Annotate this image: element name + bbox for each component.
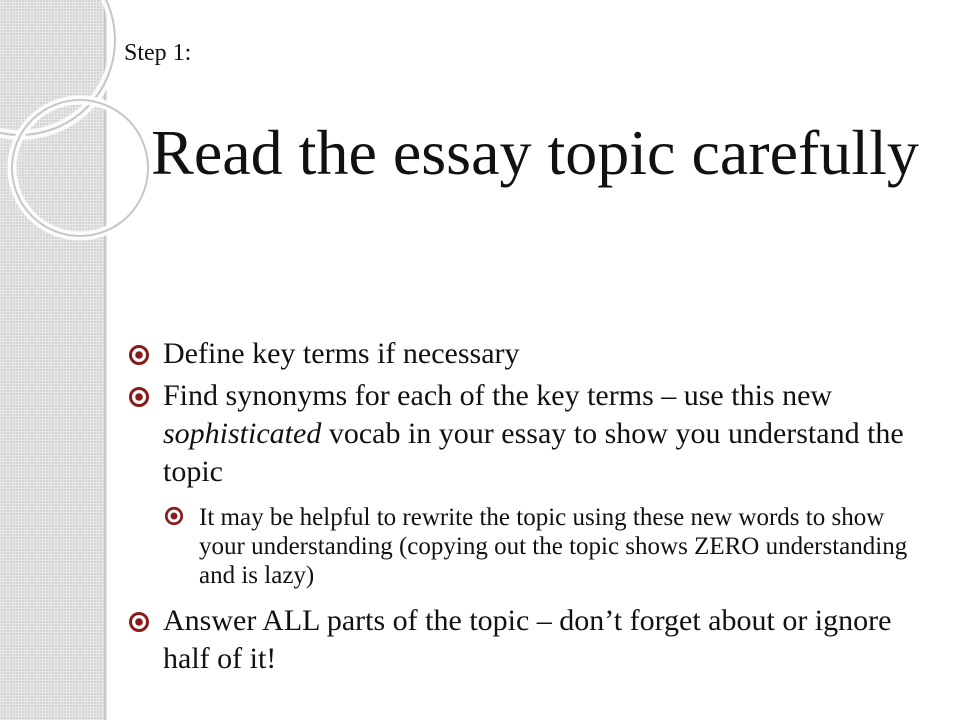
- bullet-text: Answer ALL parts of the topic – don’t forget about or ignore half of it!: [163, 604, 892, 675]
- circled-dot-icon: [128, 344, 150, 366]
- bullet-text: Define key terms if necessary: [163, 337, 520, 370]
- circled-dot-icon: [128, 386, 150, 408]
- bullet-text: It may be helpful to rewrite the topic using these new words to show your understanding (copying out the topic shows ZERO understanding and is lazy): [199, 504, 908, 589]
- bullet-answer-all-parts: [128, 602, 928, 678]
- bullet-text-after: vocab in your essay to show you understand the topic: [163, 417, 904, 488]
- bullet-find-synonyms: [128, 377, 928, 491]
- sub-bullet-rewrite-topic: [164, 503, 928, 590]
- bullet-define-key-terms: [128, 335, 928, 373]
- circled-dot-icon: [128, 611, 150, 633]
- bullet-list: [128, 335, 928, 682]
- step-label: Step 1:: [124, 40, 192, 66]
- bullet-text-before: Find synonyms for each of the key terms – use this new: [163, 379, 833, 412]
- bullet-text-emphasis: sophisticated: [163, 417, 322, 450]
- slide-title: Read the essay topic carefully: [151, 117, 919, 188]
- circled-dot-icon: [164, 506, 184, 526]
